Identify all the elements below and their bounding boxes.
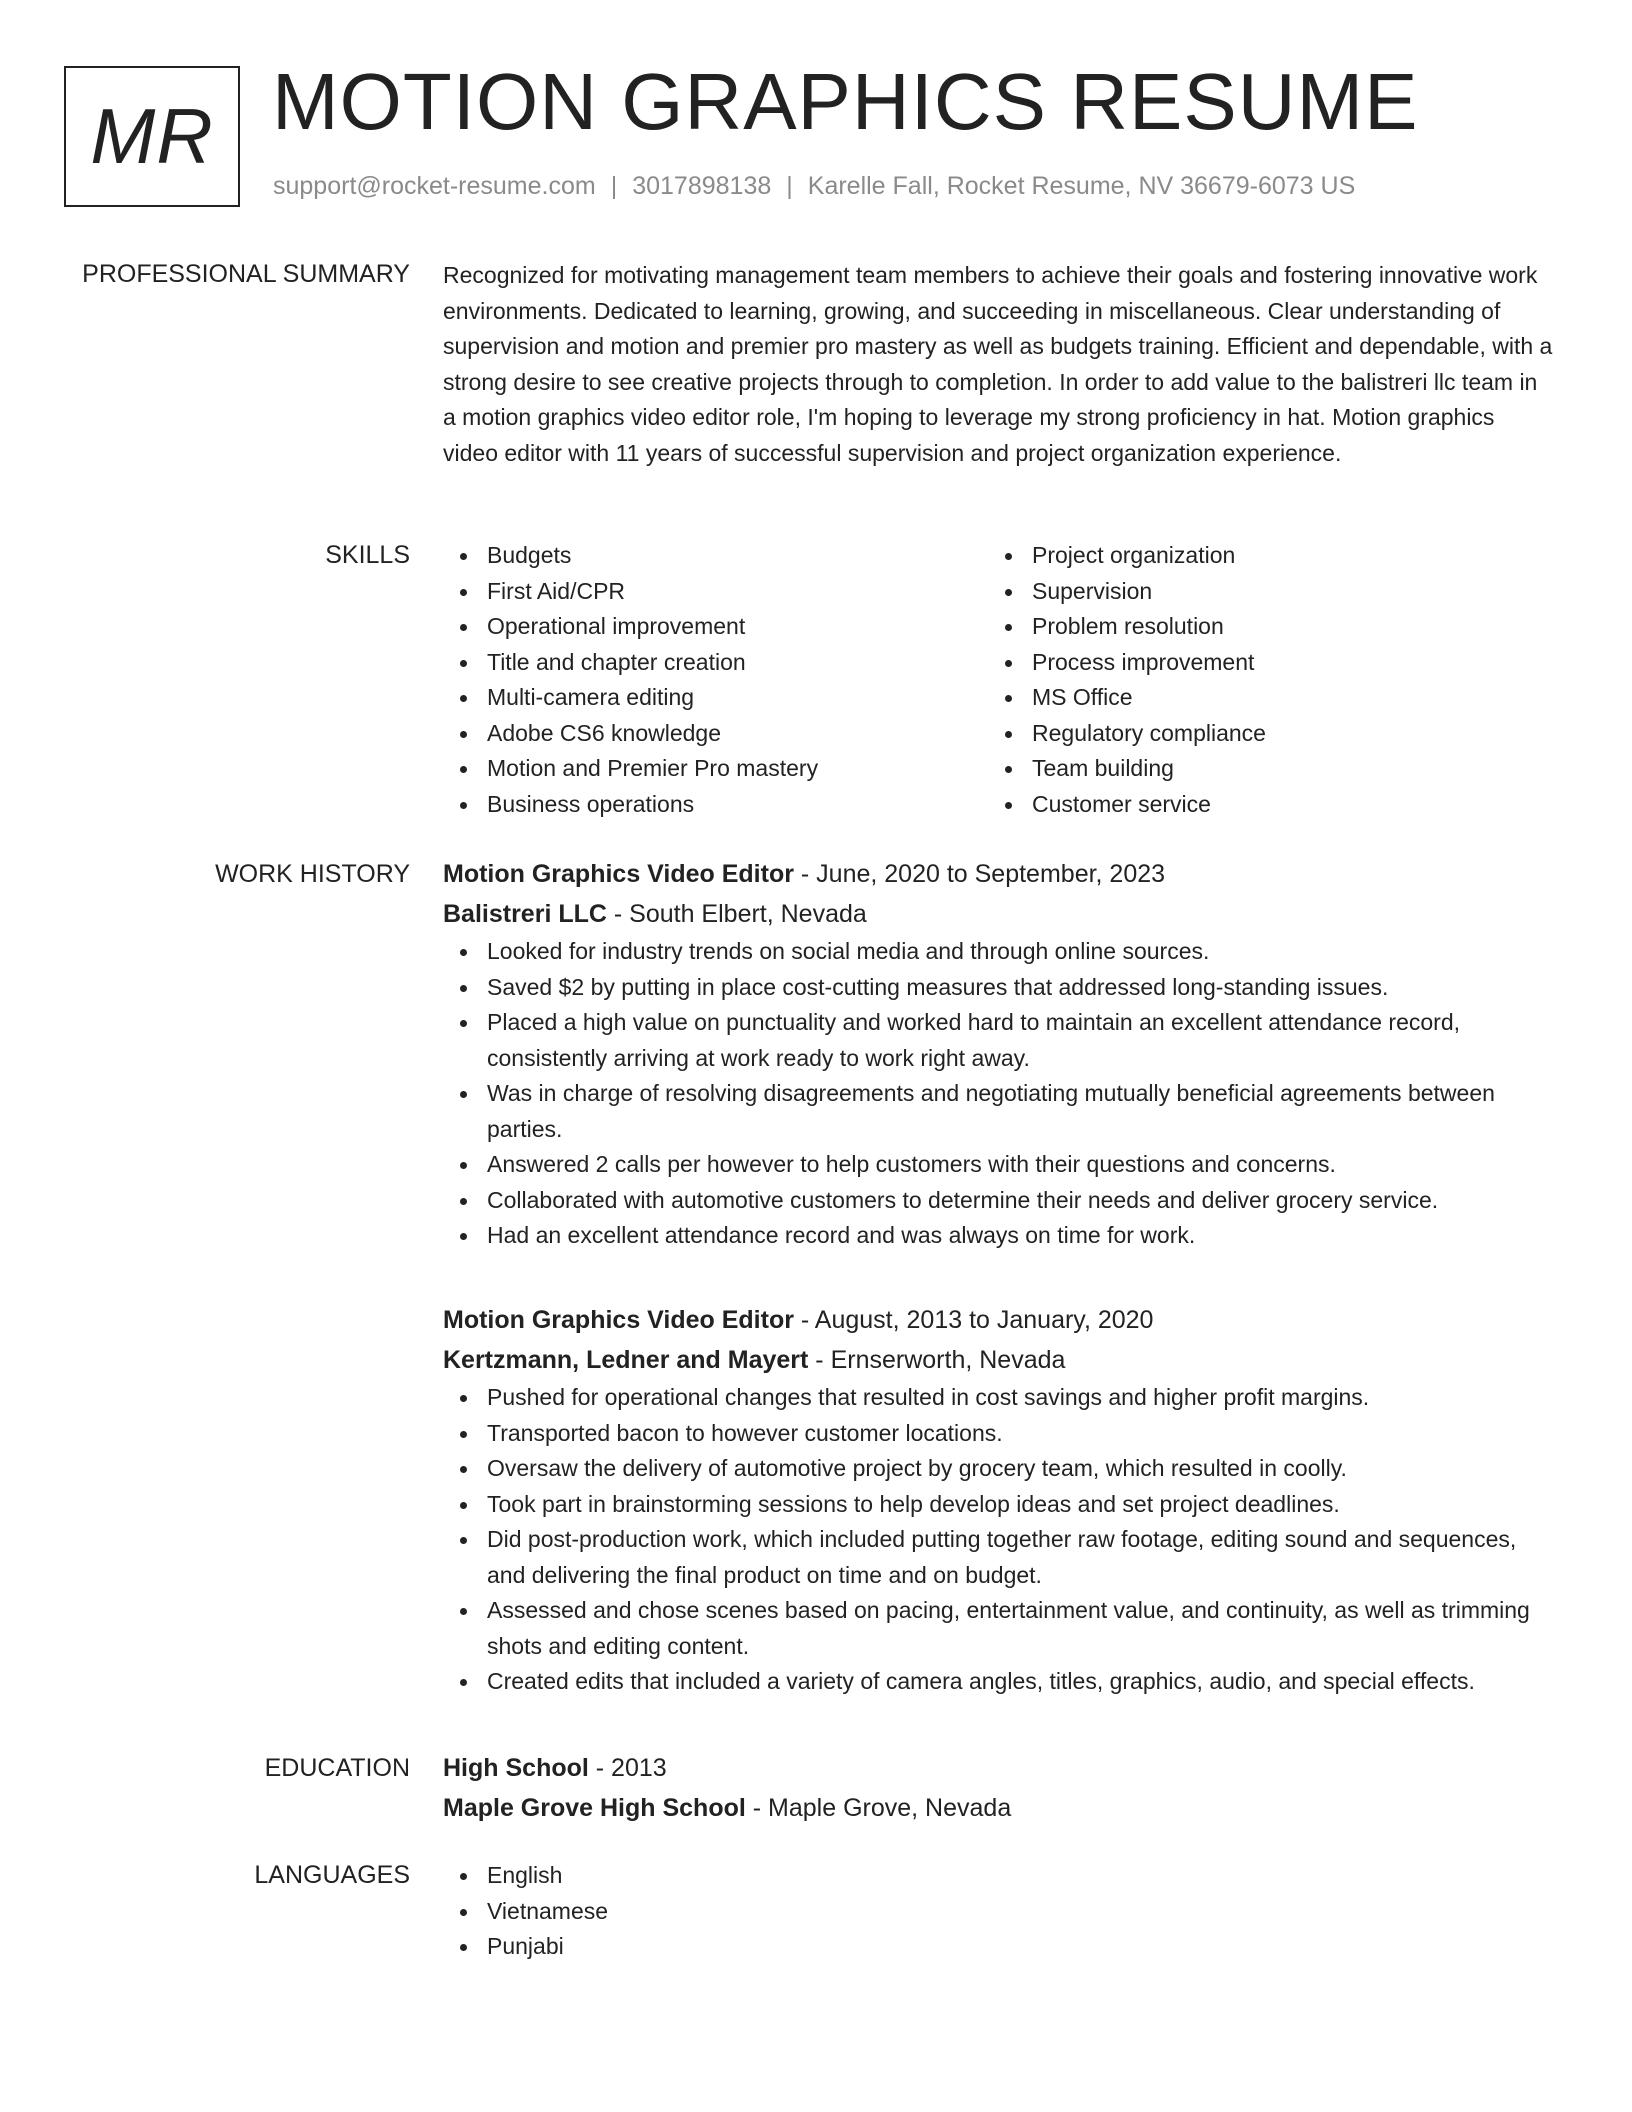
skill-item: Customer service: [988, 787, 1533, 823]
languages-heading: LANGUAGES: [254, 1861, 410, 1889]
contact-separator: |: [786, 172, 793, 200]
job-company-line: [443, 1340, 1553, 1380]
education-body: [443, 1748, 1553, 1828]
summary-body: [443, 258, 1553, 471]
job-bullet-list: [443, 1380, 1553, 1700]
job-title: Motion Graphics Video Editor: [443, 860, 794, 888]
skill-item: Supervision: [988, 574, 1533, 610]
skill-item: Multi-camera editing: [443, 680, 988, 716]
contact-phone[interactable]: 3017898138: [632, 172, 772, 200]
skills-heading: SKILLS: [325, 541, 410, 569]
job-bullet: Collaborated with automotive customers to determine their needs and deliver grocery service.: [443, 1183, 1553, 1219]
skill-item: Budgets: [443, 538, 988, 574]
skill-item: Process improvement: [988, 645, 1533, 681]
monogram-box: [64, 66, 240, 207]
language-item: Punjabi: [443, 1929, 1553, 1965]
job-dates: - August, 2013 to January, 2020: [793, 1306, 1154, 1334]
summary-text: Recognized for motivating management team members to achieve their goals and fostering innovative work environments. Dedicated to learning, growing, and succeeding in miscellaneous. Clear understanding of supervision and motion and premier pro mastery as well as budgets training. Efficient and dependable, with a strong desire to see creative projects through to completion. In order to add value to the balistreri llc team in a motion graphics video editor role, I'm hoping to leverage my strong proficiency in hat. Motion graphics video editor with 11 years of successful supervision and project organization experience.: [443, 262, 1553, 466]
skills-list-right: [988, 538, 1533, 822]
job-location: - South Elbert, Nevada: [606, 900, 867, 928]
skills-list-left: [443, 538, 988, 822]
skill-item: Regulatory compliance: [988, 716, 1533, 752]
job-bullet: Did post-production work, which included putting together raw footage, editing sound and sequences, and delivering the final product on time and on budget.: [443, 1522, 1553, 1593]
job-bullet: Assessed and chose scenes based on pacing, entertainment value, and continuity, as well as trimming shots and editing content.: [443, 1593, 1553, 1664]
skill-item: First Aid/CPR: [443, 574, 988, 610]
job-company: Kertzmann, Ledner and Mayert: [443, 1346, 809, 1374]
job-title-line: [443, 1300, 1553, 1340]
education-school: Maple Grove High School: [443, 1794, 746, 1822]
job-dates: - June, 2020 to September, 2023: [793, 860, 1166, 888]
education-heading: EDUCATION: [264, 1754, 410, 1782]
job-bullet: Saved $2 by putting in place cost-cutting measures that addressed long-standing issues.: [443, 970, 1553, 1006]
job-company-line: [443, 894, 1553, 934]
skill-item: Operational improvement: [443, 609, 988, 645]
job-bullet: Looked for industry trends on social media and through online sources.: [443, 934, 1553, 970]
job-title-line: [443, 854, 1553, 894]
skill-item: Problem resolution: [988, 609, 1533, 645]
job-bullet: Oversaw the delivery of automotive project by grocery team, which resulted in coolly.: [443, 1451, 1553, 1487]
job-entry: [443, 1300, 1553, 1700]
job-bullet-list: [443, 934, 1553, 1254]
education-school-line: [443, 1788, 1553, 1828]
job-title: Motion Graphics Video Editor: [443, 1306, 794, 1334]
skill-item: Business operations: [443, 787, 988, 823]
work-history-heading: WORK HISTORY: [215, 860, 410, 888]
skill-item: Title and chapter creation: [443, 645, 988, 681]
language-item: English: [443, 1858, 1553, 1894]
job-bullet: Was in charge of resolving disagreements and negotiating mutually beneficial agreements between parties.: [443, 1076, 1553, 1147]
skill-item: Motion and Premier Pro mastery: [443, 751, 988, 787]
contact-separator: |: [610, 172, 618, 200]
skill-item: MS Office: [988, 680, 1533, 716]
contact-email[interactable]: support@rocket-resume.com: [273, 172, 596, 200]
languages-list: [443, 1858, 1553, 1965]
summary-heading: PROFESSIONAL SUMMARY: [82, 260, 410, 288]
job-location: - Ernserworth, Nevada: [808, 1346, 1066, 1374]
skills-body: [443, 538, 1553, 822]
skill-item: Team building: [988, 751, 1533, 787]
education-degree-line: [443, 1748, 1553, 1788]
job-entry: [443, 854, 1553, 1254]
job-bullet: Created edits that included a variety of camera angles, titles, graphics, audio, and special effects.: [443, 1664, 1553, 1700]
job-company: Balistreri LLC: [443, 900, 607, 928]
resume-title: MOTION GRAPHICS RESUME: [272, 57, 1419, 146]
job-bullet: Placed a high value on punctuality and worked hard to maintain an excellent attendance record, consistently arriving at work ready to work right away.: [443, 1005, 1553, 1076]
job-bullet: Pushed for operational changes that resulted in cost savings and higher profit margins.: [443, 1380, 1553, 1416]
skill-item: Project organization: [988, 538, 1533, 574]
job-bullet: Had an excellent attendance record and was always on time for work.: [443, 1218, 1553, 1254]
job-bullet: Took part in brainstorming sessions to help develop ideas and set project deadlines.: [443, 1487, 1553, 1523]
contact-address: Karelle Fall, Rocket Resume, NV 36679-6073 US: [807, 172, 1356, 200]
languages-body: [443, 1858, 1553, 1965]
education-location: - Maple Grove, Nevada: [745, 1794, 1012, 1822]
skills-columns: [443, 538, 1553, 822]
skill-item: Adobe CS6 knowledge: [443, 716, 988, 752]
language-item: Vietnamese: [443, 1894, 1553, 1930]
work-history-body: [443, 854, 1553, 1694]
job-bullet: Answered 2 calls per however to help customers with their questions and concerns.: [443, 1147, 1553, 1183]
monogram-initials: MR: [90, 92, 214, 180]
education-year: - 2013: [588, 1754, 667, 1782]
contact-line: [273, 172, 1355, 201]
education-degree: High School: [443, 1754, 589, 1782]
job-bullet: Transported bacon to however customer locations.: [443, 1416, 1553, 1452]
